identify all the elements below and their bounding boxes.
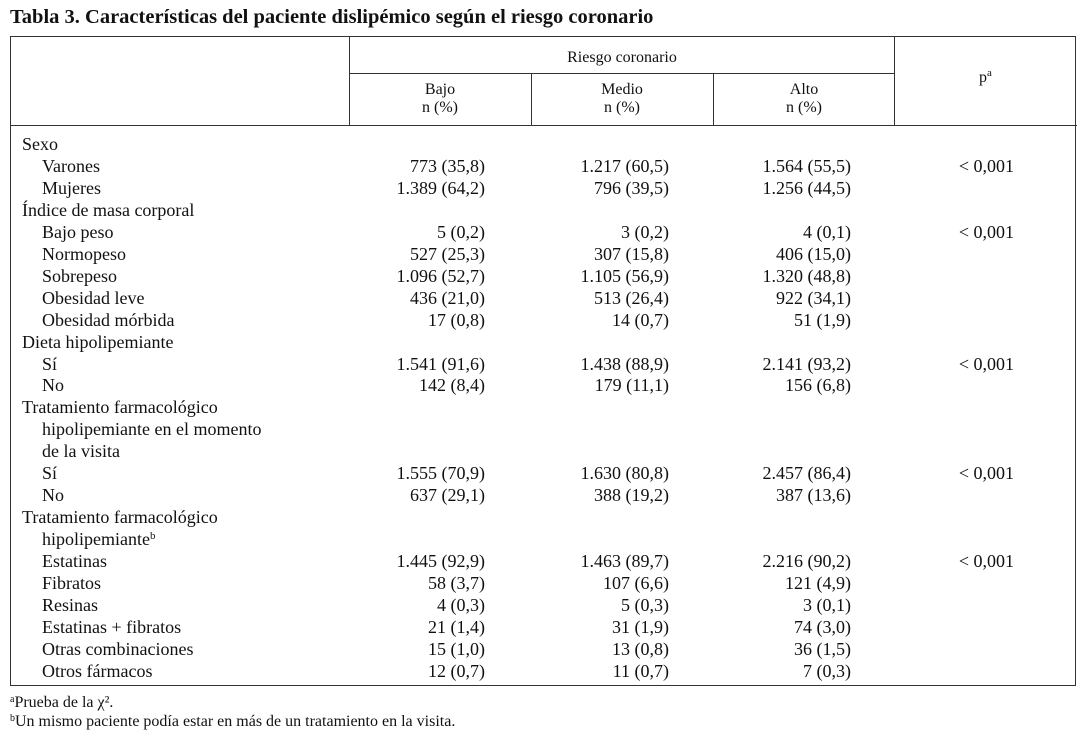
table-row	[11, 353, 1077, 375]
header-bottom-rule	[11, 125, 1077, 126]
row-label: Obesidad mórbida	[42, 309, 175, 330]
header-col-bajo-unit: n (%)	[422, 99, 458, 116]
table-row	[11, 528, 1077, 550]
header-col-alto-unit: n (%)	[786, 99, 822, 116]
cell-medio: 796 (39,5)	[594, 177, 669, 198]
cell-medio: 388 (19,2)	[594, 485, 669, 506]
table-row	[11, 616, 1077, 638]
cell-alto: 2.216 (90,2)	[762, 551, 851, 572]
header-col-bajo-name: Bajo	[424, 81, 456, 98]
header-p-label: p	[979, 69, 988, 86]
cell-medio: 1.438 (88,9)	[580, 353, 669, 374]
table-row	[11, 287, 1077, 309]
table-row	[11, 418, 1077, 440]
table-row	[11, 572, 1077, 594]
table-row	[11, 484, 1077, 506]
cell-bajo: 1.096 (52,7)	[396, 265, 485, 286]
cell-alto: 3 (0,1)	[803, 594, 851, 615]
table-row	[11, 594, 1077, 616]
cell-p-value: < 0,001	[958, 551, 1014, 572]
cell-alto: 1.320 (48,8)	[762, 265, 851, 286]
cell-alto: 387 (13,6)	[776, 485, 851, 506]
cell-alto: 156 (6,8)	[785, 375, 851, 396]
header-col-medio-unit: n (%)	[604, 99, 640, 116]
table-row	[11, 265, 1077, 287]
cell-medio: 107 (6,6)	[603, 573, 669, 593]
cell-alto: 2.141 (93,2)	[762, 353, 851, 374]
table-row	[11, 243, 1077, 265]
cell-bajo: 4 (0,3)	[437, 594, 485, 615]
row-label: Tratamiento farmacológico	[22, 397, 218, 418]
footnote-a	[10, 694, 113, 712]
header-group-riesgo: Riesgo coronario	[567, 49, 677, 66]
row-label: Tratamiento farmacológico	[22, 507, 218, 528]
cell-medio: 11 (0,7)	[612, 660, 669, 681]
cell-medio: 3 (0,2)	[621, 221, 669, 242]
cell-bajo: 15 (1,0)	[428, 638, 485, 659]
row-label: Varones	[42, 155, 100, 176]
cell-alto: 51 (1,9)	[794, 309, 851, 330]
cell-bajo: 637 (29,1)	[410, 485, 485, 506]
row-label: Estatinas	[42, 551, 107, 572]
header-col-alto-name: Alto	[789, 81, 819, 98]
row-label: Otras combinaciones	[42, 638, 194, 659]
table-row	[11, 331, 1077, 353]
group-underline	[349, 73, 895, 74]
cell-p-value: < 0,001	[958, 221, 1014, 242]
header-col-p	[894, 69, 1077, 87]
header-p-sup: a	[987, 67, 992, 79]
table-row	[11, 133, 1077, 155]
row-label: Sexo	[22, 134, 58, 154]
cell-bajo: 1.541 (91,6)	[396, 353, 485, 374]
cell-bajo: 527 (25,3)	[410, 243, 485, 264]
cell-p-value: < 0,001	[958, 155, 1014, 176]
row-label: Índice de masa corporal	[22, 199, 195, 220]
footnote-b	[10, 713, 455, 731]
row-label: Bajo peso	[42, 221, 114, 242]
cell-medio: 14 (0,7)	[612, 309, 669, 330]
cell-bajo: 436 (21,0)	[410, 287, 485, 308]
cell-medio: 5 (0,3)	[621, 594, 669, 615]
cell-bajo: 5 (0,2)	[437, 221, 485, 242]
cell-medio: 31 (1,9)	[612, 616, 669, 637]
table-row	[11, 177, 1077, 199]
table-title: Tabla 3. Características del paciente dislipémico según el riesgo coronario	[10, 6, 654, 28]
cell-medio: 513 (26,4)	[594, 287, 669, 308]
cell-alto: 2.457 (86,4)	[762, 463, 851, 484]
cell-bajo: 12 (0,7)	[428, 660, 485, 681]
header-col-alto	[713, 81, 895, 117]
footnote-b-sup: b	[10, 713, 15, 724]
cell-alto: 406 (15,0)	[776, 243, 851, 264]
row-label: No	[42, 375, 64, 396]
header-col-bajo	[349, 81, 531, 117]
cell-medio: 1.630 (80,8)	[580, 463, 669, 484]
cell-bajo: 58 (3,7)	[428, 573, 485, 593]
cell-bajo: 1.389 (64,2)	[396, 177, 485, 198]
cell-p-value: < 0,001	[958, 353, 1014, 374]
cell-medio: 1.463 (89,7)	[580, 551, 669, 572]
footnote-a-text: Prueba de la χ².	[14, 694, 114, 711]
cell-alto: 121 (4,9)	[785, 573, 851, 593]
cell-medio: 179 (11,1)	[594, 375, 669, 396]
table-row	[11, 374, 1077, 396]
cell-alto: 4 (0,1)	[803, 221, 851, 242]
cell-bajo: 142 (8,4)	[419, 375, 485, 396]
row-label: Sí	[42, 353, 58, 374]
cell-bajo: 1.445 (92,9)	[396, 551, 485, 572]
row-label: de la visita	[42, 441, 120, 462]
header-col-medio	[531, 81, 713, 117]
table-row	[11, 550, 1077, 572]
table-row	[11, 638, 1077, 660]
cell-bajo: 773 (35,8)	[410, 155, 485, 176]
cell-alto: 74 (3,0)	[794, 616, 851, 637]
cell-medio: 13 (0,8)	[612, 638, 669, 659]
row-label: hipolipemiante	[42, 529, 150, 550]
row-label: Dieta hipolipemiante	[22, 331, 174, 352]
table-row	[11, 199, 1077, 221]
table-row	[11, 309, 1077, 331]
footnote-a-sup: a	[10, 694, 15, 705]
row-label: Mujeres	[42, 177, 101, 198]
row-label: Estatinas + fibratos	[42, 616, 182, 637]
cell-alto: 1.564 (55,5)	[762, 155, 851, 176]
row-label-sup: b	[149, 530, 156, 543]
footnote-b-text: Un mismo paciente podía estar en más de un tratamiento en la visita.	[15, 713, 456, 730]
table-row	[11, 155, 1077, 177]
cell-alto: 36 (1,5)	[794, 638, 851, 659]
table-row	[11, 396, 1077, 418]
row-label: Sí	[42, 463, 58, 484]
table-row	[11, 440, 1077, 462]
data-table	[10, 36, 1076, 686]
table-row	[11, 660, 1077, 682]
cell-p-value: < 0,001	[958, 463, 1014, 484]
cell-bajo: 1.555 (70,9)	[396, 463, 485, 484]
row-label: hipolipemiante en el momento	[42, 419, 262, 440]
cell-bajo: 17 (0,8)	[428, 309, 485, 330]
cell-medio: 307 (15,8)	[594, 243, 669, 264]
table-row	[11, 462, 1077, 484]
cell-alto: 922 (34,1)	[776, 287, 851, 308]
cell-alto: 1.256 (44,5)	[762, 177, 851, 198]
row-label: Normopeso	[42, 243, 126, 264]
table-row	[11, 221, 1077, 243]
table-row	[11, 506, 1077, 528]
cell-medio: 1.217 (60,5)	[580, 155, 669, 176]
row-label: Otros fármacos	[42, 660, 153, 681]
row-label: Resinas	[42, 594, 98, 615]
cell-bajo: 21 (1,4)	[428, 616, 485, 637]
cell-alto: 7 (0,3)	[803, 660, 851, 681]
row-label: Obesidad leve	[42, 287, 145, 308]
cell-medio: 1.105 (56,9)	[580, 265, 669, 286]
header-col-medio-name: Medio	[601, 81, 643, 98]
row-label: Fibratos	[42, 573, 102, 593]
row-label: Sobrepeso	[42, 265, 117, 286]
row-label: No	[42, 485, 64, 506]
